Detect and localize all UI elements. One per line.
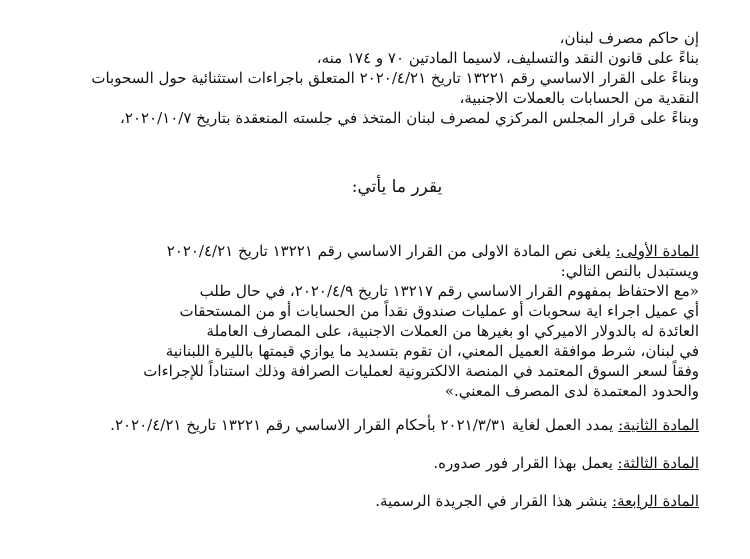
article-3-text: يعمل بهذا القرار فور صدوره. bbox=[433, 454, 618, 472]
preamble-line-5: وبناءً على قرار المجلس المركزي لمصرف لبنان المتخذ في جلسته المنعقدة بتاريخ ٢٠٢٠/١٠/٧، bbox=[120, 109, 699, 127]
preamble bbox=[91, 28, 699, 128]
quote-line-4: في لبنان، شرط موافقة العميل المعني، ان تقوم بتسديد ما يوازي قيمتها بالليرة اللبنانية bbox=[165, 342, 699, 360]
article-1-quote bbox=[95, 281, 699, 401]
article-1-label: المادة الأولى: bbox=[615, 242, 699, 260]
preamble-line-1: إن حاكم مصرف لبنان، bbox=[559, 29, 699, 47]
quote-line-2: أي عميل اجراء اية سحوبات أو عمليات صندوق نقداً من الحسابات أو من المستحقات bbox=[179, 302, 699, 320]
decision-document bbox=[91, 28, 699, 511]
quote-line-1: «مع الاحتفاظ بمفهوم القرار الاساسي رقم ١٣٢١٧ تاريخ ٢٠٢٠/٤/٩، في حال طلب bbox=[199, 282, 699, 300]
quote-line-3: العائدة له بالدولار الاميركي او بغيرها من العملات الاجنبية، على المصارف العاملة bbox=[206, 322, 699, 340]
article-2 bbox=[95, 415, 699, 435]
preamble-line-4: النقدية من الحسابات بالعملات الاجنبية، bbox=[459, 89, 699, 107]
article-2-label: المادة الثانية: bbox=[618, 416, 699, 434]
article-2-text: يمدد العمل لغاية ٢٠٢١/٣/٣١ بأحكام القرار الاساسي رقم ١٣٢٢١ تاريخ ٢٠٢٠/٤/٢١. bbox=[110, 416, 619, 434]
quote-line-5: وفقاً لسعر السوق المعتمد في المنصة الالكترونية لعمليات الصرافة وذلك استناداً للإجراءات bbox=[143, 362, 699, 380]
preamble-line-3: وبناءً على القرار الاساسي رقم ١٣٢٢١ تاريخ ٢٠٢٠/٤/٢١ المتعلق باجراءات استثنائية حول السحوبات bbox=[91, 69, 699, 87]
article-4-text: ينشر هذا القرار في الجريدة الرسمية. bbox=[375, 492, 613, 510]
article-4-label: المادة الرابعة: bbox=[612, 492, 699, 510]
article-3-label: المادة الثالثة: bbox=[617, 454, 699, 472]
decision-title: يقرر ما يأتي: bbox=[351, 177, 443, 197]
quote-line-6: والحدود المعتمدة لدى المصرف المعني.» bbox=[444, 382, 699, 400]
article-1-text: يلغى نص المادة الاولى من القرار الاساسي رقم ١٣٢٢١ تاريخ ٢٠٢٠/٤/٢١ bbox=[166, 242, 616, 260]
article-1-subtext: ويستبدل بالنص التالي: bbox=[560, 262, 699, 280]
preamble-line-2: بناءً على قانون النقد والتسليف، لاسيما المادتين ٧٠ و ١٧٤ منه، bbox=[316, 49, 699, 67]
article-4 bbox=[95, 491, 699, 511]
article-3 bbox=[95, 453, 699, 473]
article-1 bbox=[95, 241, 699, 401]
